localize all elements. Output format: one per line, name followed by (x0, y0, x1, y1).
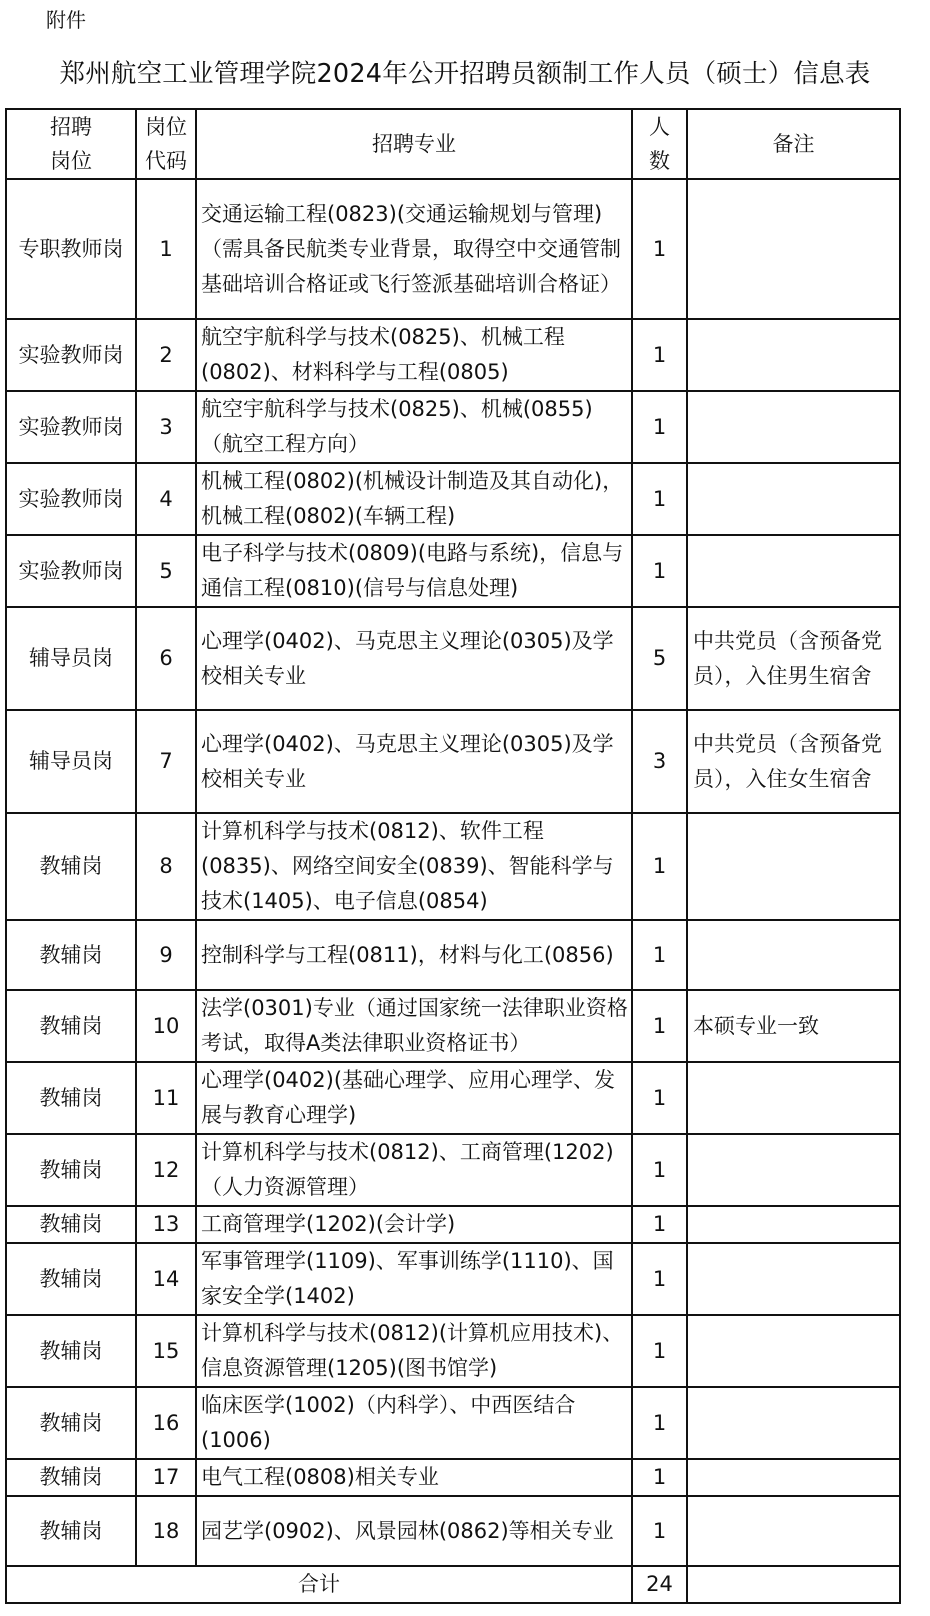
major-cell: 电气工程(0808)相关专业 (196, 1459, 632, 1496)
table-row (6, 1315, 900, 1387)
header-major: 招聘专业 (196, 109, 632, 179)
note-cell: 本硕专业一致 (687, 990, 900, 1062)
major-cell: 交通运输工程(0823)(交通运输规划与管理)（需具备民航类专业背景，取得空中交通管制基础培训合格证或飞行签派基础培训合格证） (196, 179, 632, 319)
recruitment-table (5, 108, 901, 1604)
note-cell: 中共党员（含预备党员），入住男生宿舍 (687, 607, 900, 710)
count-cell: 1 (632, 990, 687, 1062)
post-cell: 辅导员岗 (6, 710, 136, 813)
note-cell: 中共党员（含预备党员），入住女生宿舍 (687, 710, 900, 813)
count-cell: 1 (632, 391, 687, 463)
note-cell (687, 1206, 900, 1243)
major-cell: 心理学(0402)、马克思主义理论(0305)及学校相关专业 (196, 710, 632, 813)
header-post (6, 109, 136, 179)
count-cell: 1 (632, 1062, 687, 1134)
note-cell (687, 535, 900, 607)
count-cell: 1 (632, 1387, 687, 1459)
post-cell: 实验教师岗 (6, 535, 136, 607)
count-cell: 1 (632, 319, 687, 391)
post-cell: 教辅岗 (6, 920, 136, 990)
header-post-line-2: 岗位 (50, 149, 92, 173)
post-cell: 实验教师岗 (6, 463, 136, 535)
post-cell: 教辅岗 (6, 1243, 136, 1315)
total-row (6, 1566, 900, 1603)
code-cell: 12 (136, 1134, 196, 1206)
code-cell: 18 (136, 1496, 196, 1566)
header-code-line-1: 岗位 (145, 115, 187, 139)
total-note (687, 1566, 900, 1603)
major-cell: 计算机科学与技术(0812)(计算机应用技术)、信息资源管理(1205)(图书馆学) (196, 1315, 632, 1387)
table-row (6, 990, 900, 1062)
major-cell: 心理学(0402)(基础心理学、应用心理学、发展与教育心理学) (196, 1062, 632, 1134)
code-cell: 5 (136, 535, 196, 607)
header-code (136, 109, 196, 179)
table-row (6, 920, 900, 990)
code-cell: 16 (136, 1387, 196, 1459)
post-cell: 教辅岗 (6, 1134, 136, 1206)
post-cell: 专职教师岗 (6, 179, 136, 319)
table-row (6, 179, 900, 319)
major-cell: 临床医学(1002)（内科学）、中西医结合(1006) (196, 1387, 632, 1459)
major-cell: 计算机科学与技术(0812)、工商管理(1202)（人力资源管理） (196, 1134, 632, 1206)
major-cell: 电子科学与技术(0809)(电路与系统)，信息与通信工程(0810)(信号与信息处理) (196, 535, 632, 607)
major-cell: 计算机科学与技术(0812)、软件工程(0835)、网络空间安全(0839)、智能科学与技术(1405)、电子信息(0854) (196, 813, 632, 920)
table-row (6, 319, 900, 391)
note-cell (687, 1134, 900, 1206)
major-cell: 航空宇航科学与技术(0825)、机械工程(0802)、材料科学与工程(0805) (196, 319, 632, 391)
count-cell: 1 (632, 179, 687, 319)
page-title: 郑州航空工业管理学院2024年公开招聘员额制工作人员（硕士）信息表 (59, 59, 871, 89)
note-cell (687, 319, 900, 391)
count-cell: 1 (632, 535, 687, 607)
post-cell: 辅导员岗 (6, 607, 136, 710)
major-cell: 心理学(0402)、马克思主义理论(0305)及学校相关专业 (196, 607, 632, 710)
table-row (6, 1206, 900, 1243)
note-cell (687, 179, 900, 319)
table-row (6, 710, 900, 813)
table-row (6, 1387, 900, 1459)
table-row (6, 535, 900, 607)
count-cell: 3 (632, 710, 687, 813)
code-cell: 4 (136, 463, 196, 535)
header-post-line-1: 招聘 (50, 115, 92, 139)
count-cell: 1 (632, 1496, 687, 1566)
total-count: 24 (632, 1566, 687, 1603)
code-cell: 9 (136, 920, 196, 990)
post-cell: 教辅岗 (6, 1206, 136, 1243)
post-cell: 实验教师岗 (6, 319, 136, 391)
code-cell: 11 (136, 1062, 196, 1134)
major-cell: 机械工程(0802)(机械设计制造及其自动化)，机械工程(0802)(车辆工程) (196, 463, 632, 535)
note-cell (687, 1387, 900, 1459)
table-header-row (6, 109, 900, 179)
table-row (6, 1134, 900, 1206)
note-cell (687, 1496, 900, 1566)
table-row (6, 1062, 900, 1134)
table-row (6, 463, 900, 535)
post-cell: 教辅岗 (6, 1496, 136, 1566)
note-cell (687, 463, 900, 535)
code-cell: 10 (136, 990, 196, 1062)
code-cell: 3 (136, 391, 196, 463)
note-cell (687, 920, 900, 990)
table-row (6, 1459, 900, 1496)
table-row (6, 1243, 900, 1315)
count-cell: 1 (632, 1315, 687, 1387)
major-cell: 航空宇航科学与技术(0825)、机械(0855)（航空工程方向） (196, 391, 632, 463)
major-cell: 法学(0301)专业（通过国家统一法律职业资格考试，取得A类法律职业资格证书） (196, 990, 632, 1062)
code-cell: 2 (136, 319, 196, 391)
count-cell: 1 (632, 463, 687, 535)
code-cell: 17 (136, 1459, 196, 1496)
code-cell: 15 (136, 1315, 196, 1387)
table-row (6, 391, 900, 463)
post-cell: 教辅岗 (6, 1315, 136, 1387)
count-cell: 1 (632, 1134, 687, 1206)
post-cell: 教辅岗 (6, 990, 136, 1062)
post-cell: 实验教师岗 (6, 391, 136, 463)
header-count-line-2: 数 (649, 149, 670, 173)
code-cell: 13 (136, 1206, 196, 1243)
count-cell: 1 (632, 813, 687, 920)
table-row (6, 1496, 900, 1566)
post-cell: 教辅岗 (6, 1459, 136, 1496)
code-cell: 6 (136, 607, 196, 710)
code-cell: 7 (136, 710, 196, 813)
count-cell: 5 (632, 607, 687, 710)
header-note: 备注 (687, 109, 900, 179)
major-cell: 工商管理学(1202)(会计学) (196, 1206, 632, 1243)
note-cell (687, 1062, 900, 1134)
count-cell: 1 (632, 1243, 687, 1315)
major-cell: 控制科学与工程(0811)，材料与化工(0856) (196, 920, 632, 990)
table-row (6, 813, 900, 920)
post-cell: 教辅岗 (6, 1062, 136, 1134)
header-count-line-1: 人 (649, 115, 670, 139)
count-cell: 1 (632, 1206, 687, 1243)
note-cell (687, 1459, 900, 1496)
total-label: 合计 (6, 1566, 632, 1603)
code-cell: 1 (136, 179, 196, 319)
attachment-label: 附件 (46, 8, 86, 32)
header-count (632, 109, 687, 179)
note-cell (687, 813, 900, 920)
table-row (6, 607, 900, 710)
code-cell: 14 (136, 1243, 196, 1315)
note-cell (687, 391, 900, 463)
count-cell: 1 (632, 920, 687, 990)
post-cell: 教辅岗 (6, 813, 136, 920)
count-cell: 1 (632, 1459, 687, 1496)
note-cell (687, 1243, 900, 1315)
code-cell: 8 (136, 813, 196, 920)
header-code-line-2: 代码 (145, 149, 187, 173)
major-cell: 军事管理学(1109)、军事训练学(1110)、国家安全学(1402) (196, 1243, 632, 1315)
post-cell: 教辅岗 (6, 1387, 136, 1459)
note-cell (687, 1315, 900, 1387)
major-cell: 园艺学(0902)、风景园林(0862)等相关专业 (196, 1496, 632, 1566)
